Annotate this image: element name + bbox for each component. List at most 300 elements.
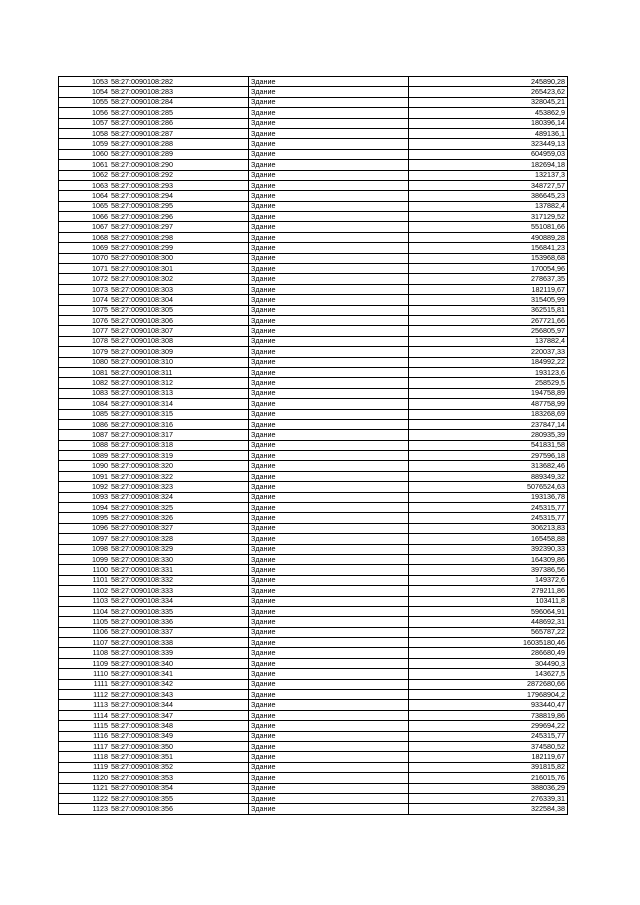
row-number-cell: 1089	[59, 451, 111, 461]
cadastral-number-cell: 58:27:0090108:323	[110, 482, 249, 492]
table-row	[59, 700, 568, 710]
object-type-cell: Здание	[249, 638, 409, 648]
table-row	[59, 565, 568, 575]
cadastral-number-cell: 58:27:0090108:337	[110, 627, 249, 637]
cadastral-number-cell: 58:27:0090108:322	[110, 471, 249, 481]
object-type-cell: Здание	[249, 523, 409, 533]
object-type-cell: Здание	[249, 762, 409, 772]
cadastral-number-cell: 58:27:0090108:342	[110, 679, 249, 689]
table-row	[59, 139, 568, 149]
object-type-cell: Здание	[249, 690, 409, 700]
table-row	[59, 648, 568, 658]
row-number-cell: 1058	[59, 128, 111, 138]
object-type-cell: Здание	[249, 710, 409, 720]
cadastral-value-cell: 448692,31	[409, 617, 568, 627]
table-row	[59, 347, 568, 357]
cadastral-number-cell: 58:27:0090108:351	[110, 752, 249, 762]
cadastral-number-cell: 58:27:0090108:319	[110, 451, 249, 461]
object-type-cell: Здание	[249, 180, 409, 190]
row-number-cell: 1086	[59, 419, 111, 429]
table-row	[59, 492, 568, 502]
table-row	[59, 399, 568, 409]
cadastral-number-cell: 58:27:0090108:310	[110, 357, 249, 367]
cadastral-number-cell: 58:27:0090108:341	[110, 669, 249, 679]
cadastral-value-cell: 182694,18	[409, 160, 568, 170]
cadastral-value-cell: 137882,4	[409, 201, 568, 211]
object-type-cell: Здание	[249, 627, 409, 637]
object-type-cell: Здание	[249, 347, 409, 357]
row-number-cell: 1109	[59, 658, 111, 668]
object-type-cell: Здание	[249, 679, 409, 689]
object-type-cell: Здание	[249, 700, 409, 710]
cadastral-number-cell: 58:27:0090108:356	[110, 804, 249, 814]
cadastral-value-cell: 16035180,46	[409, 638, 568, 648]
cadastral-number-cell: 58:27:0090108:328	[110, 534, 249, 544]
cadastral-value-cell: 245315,77	[409, 503, 568, 513]
row-number-cell: 1120	[59, 773, 111, 783]
row-number-cell: 1095	[59, 513, 111, 523]
row-number-cell: 1092	[59, 482, 111, 492]
cadastral-number-cell: 58:27:0090108:287	[110, 128, 249, 138]
cadastral-value-cell: 137882,4	[409, 336, 568, 346]
cadastral-value-cell: 565787,22	[409, 627, 568, 637]
table-row	[59, 742, 568, 752]
cadastral-value-cell: 265423,62	[409, 87, 568, 97]
row-number-cell: 1064	[59, 191, 111, 201]
cadastral-number-cell: 58:27:0090108:290	[110, 160, 249, 170]
row-number-cell: 1101	[59, 575, 111, 585]
table-row	[59, 295, 568, 305]
row-number-cell: 1077	[59, 326, 111, 336]
object-type-cell: Здание	[249, 97, 409, 107]
row-number-cell: 1066	[59, 212, 111, 222]
cadastral-number-cell: 58:27:0090108:305	[110, 305, 249, 315]
row-number-cell: 1068	[59, 232, 111, 242]
cadastral-number-cell: 58:27:0090108:335	[110, 606, 249, 616]
cadastral-value-cell: 132137,3	[409, 170, 568, 180]
table-row	[59, 160, 568, 170]
row-number-cell: 1093	[59, 492, 111, 502]
cadastral-number-cell: 58:27:0090108:284	[110, 97, 249, 107]
table-row	[59, 284, 568, 294]
cadastral-value-cell: 490889,28	[409, 232, 568, 242]
table-row	[59, 419, 568, 429]
table-row	[59, 773, 568, 783]
table-row	[59, 253, 568, 263]
table-row	[59, 87, 568, 97]
table-row	[59, 804, 568, 814]
table-row	[59, 731, 568, 741]
row-number-cell: 1072	[59, 274, 111, 284]
cadastral-number-cell: 58:27:0090108:355	[110, 793, 249, 803]
object-type-cell: Здание	[249, 513, 409, 523]
row-number-cell: 1078	[59, 336, 111, 346]
cadastral-number-cell: 58:27:0090108:329	[110, 544, 249, 554]
cadastral-number-cell: 58:27:0090108:316	[110, 419, 249, 429]
row-number-cell: 1097	[59, 534, 111, 544]
cadastral-value-cell: 170054,96	[409, 264, 568, 274]
cadastral-value-cell: 304490,3	[409, 658, 568, 668]
row-number-cell: 1104	[59, 606, 111, 616]
cadastral-number-cell: 58:27:0090108:286	[110, 118, 249, 128]
cadastral-value-cell: 267721,66	[409, 315, 568, 325]
object-type-cell: Здание	[249, 648, 409, 658]
table-row	[59, 149, 568, 159]
table-row	[59, 305, 568, 315]
object-type-cell: Здание	[249, 752, 409, 762]
row-number-cell: 1091	[59, 471, 111, 481]
cadastral-value-cell: 297596,18	[409, 451, 568, 461]
row-number-cell: 1102	[59, 586, 111, 596]
table-row	[59, 658, 568, 668]
cadastral-value-cell: 299694,22	[409, 721, 568, 731]
cadastral-value-cell: 194758,89	[409, 388, 568, 398]
cadastral-value-cell: 153968,68	[409, 253, 568, 263]
cadastral-value-cell: 2872680,66	[409, 679, 568, 689]
cadastral-value-cell: 180396,14	[409, 118, 568, 128]
row-number-cell: 1075	[59, 305, 111, 315]
object-type-cell: Здание	[249, 77, 409, 87]
object-type-cell: Здание	[249, 222, 409, 232]
object-type-cell: Здание	[249, 409, 409, 419]
cadastral-number-cell: 58:27:0090108:348	[110, 721, 249, 731]
object-type-cell: Здание	[249, 492, 409, 502]
table-row	[59, 440, 568, 450]
cadastral-number-cell: 58:27:0090108:315	[110, 409, 249, 419]
object-type-cell: Здание	[249, 139, 409, 149]
object-type-cell: Здание	[249, 118, 409, 128]
table-row	[59, 752, 568, 762]
table-body	[59, 77, 568, 815]
table-row	[59, 108, 568, 118]
cadastral-number-cell: 58:27:0090108:300	[110, 253, 249, 263]
row-number-cell: 1106	[59, 627, 111, 637]
object-type-cell: Здание	[249, 108, 409, 118]
table-row	[59, 690, 568, 700]
row-number-cell: 1108	[59, 648, 111, 658]
object-type-cell: Здание	[249, 783, 409, 793]
table-row	[59, 627, 568, 637]
object-type-cell: Здание	[249, 575, 409, 585]
table-row	[59, 409, 568, 419]
table-row	[59, 534, 568, 544]
row-number-cell: 1088	[59, 440, 111, 450]
table-row	[59, 357, 568, 367]
row-number-cell: 1062	[59, 170, 111, 180]
cadastral-number-cell: 58:27:0090108:350	[110, 742, 249, 752]
cadastral-number-cell: 58:27:0090108:294	[110, 191, 249, 201]
cadastral-value-cell: 245315,77	[409, 513, 568, 523]
table-row	[59, 710, 568, 720]
row-number-cell: 1060	[59, 149, 111, 159]
object-type-cell: Здание	[249, 367, 409, 377]
object-type-cell: Здание	[249, 658, 409, 668]
row-number-cell: 1079	[59, 347, 111, 357]
table-row	[59, 77, 568, 87]
cadastral-number-cell: 58:27:0090108:303	[110, 284, 249, 294]
cadastral-value-cell: 487758,99	[409, 399, 568, 409]
table-row	[59, 669, 568, 679]
object-type-cell: Здание	[249, 232, 409, 242]
cadastral-value-cell: 156841,23	[409, 243, 568, 253]
cadastral-value-cell: 386645,23	[409, 191, 568, 201]
object-type-cell: Здание	[249, 554, 409, 564]
cadastral-value-cell: 388036,29	[409, 783, 568, 793]
table-row	[59, 461, 568, 471]
cadastral-number-cell: 58:27:0090108:302	[110, 274, 249, 284]
table-row	[59, 367, 568, 377]
object-type-cell: Здание	[249, 742, 409, 752]
cadastral-number-cell: 58:27:0090108:354	[110, 783, 249, 793]
row-number-cell: 1115	[59, 721, 111, 731]
row-number-cell: 1098	[59, 544, 111, 554]
cadastral-number-cell: 58:27:0090108:334	[110, 596, 249, 606]
object-type-cell: Здание	[249, 534, 409, 544]
row-number-cell: 1113	[59, 700, 111, 710]
table-row	[59, 503, 568, 513]
cadastral-value-cell: 397386,56	[409, 565, 568, 575]
cadastral-value-cell: 143627,5	[409, 669, 568, 679]
cadastral-number-cell: 58:27:0090108:338	[110, 638, 249, 648]
cadastral-number-cell: 58:27:0090108:309	[110, 347, 249, 357]
cadastral-value-cell: 245890,28	[409, 77, 568, 87]
object-type-cell: Здание	[249, 471, 409, 481]
table-row	[59, 606, 568, 616]
row-number-cell: 1099	[59, 554, 111, 564]
table-row	[59, 554, 568, 564]
cadastral-number-cell: 58:27:0090108:292	[110, 170, 249, 180]
cadastral-value-cell: 322584,38	[409, 804, 568, 814]
cadastral-number-cell: 58:27:0090108:301	[110, 264, 249, 274]
object-type-cell: Здание	[249, 544, 409, 554]
object-type-cell: Здание	[249, 793, 409, 803]
cadastral-number-cell: 58:27:0090108:352	[110, 762, 249, 772]
object-type-cell: Здание	[249, 721, 409, 731]
cadastral-number-cell: 58:27:0090108:340	[110, 658, 249, 668]
object-type-cell: Здание	[249, 315, 409, 325]
object-type-cell: Здание	[249, 451, 409, 461]
object-type-cell: Здание	[249, 596, 409, 606]
row-number-cell: 1107	[59, 638, 111, 648]
row-number-cell: 1056	[59, 108, 111, 118]
cadastral-number-cell: 58:27:0090108:289	[110, 149, 249, 159]
cadastral-number-cell: 58:27:0090108:293	[110, 180, 249, 190]
table-row	[59, 430, 568, 440]
cadastral-number-cell: 58:27:0090108:326	[110, 513, 249, 523]
row-number-cell: 1069	[59, 243, 111, 253]
row-number-cell: 1116	[59, 731, 111, 741]
row-number-cell: 1070	[59, 253, 111, 263]
table-row	[59, 201, 568, 211]
row-number-cell: 1054	[59, 87, 111, 97]
table-row	[59, 388, 568, 398]
cadastral-value-cell: 182119,67	[409, 752, 568, 762]
cadastral-value-cell: 103411,8	[409, 596, 568, 606]
object-type-cell: Здание	[249, 253, 409, 263]
object-type-cell: Здание	[249, 160, 409, 170]
cadastral-number-cell: 58:27:0090108:344	[110, 700, 249, 710]
object-type-cell: Здание	[249, 482, 409, 492]
cadastral-value-cell: 541831,58	[409, 440, 568, 450]
table-row	[59, 617, 568, 627]
table-row	[59, 783, 568, 793]
row-number-cell: 1121	[59, 783, 111, 793]
object-type-cell: Здание	[249, 565, 409, 575]
row-number-cell: 1080	[59, 357, 111, 367]
object-type-cell: Здание	[249, 191, 409, 201]
object-type-cell: Здание	[249, 617, 409, 627]
cadastral-value-cell: 738819,86	[409, 710, 568, 720]
cadastral-value-cell: 306213,83	[409, 523, 568, 533]
cadastral-number-cell: 58:27:0090108:336	[110, 617, 249, 627]
table-row	[59, 513, 568, 523]
table-row	[59, 97, 568, 107]
cadastral-number-cell: 58:27:0090108:353	[110, 773, 249, 783]
cadastral-value-cell: 216015,76	[409, 773, 568, 783]
row-number-cell: 1053	[59, 77, 111, 87]
object-type-cell: Здание	[249, 357, 409, 367]
row-number-cell: 1118	[59, 752, 111, 762]
object-type-cell: Здание	[249, 378, 409, 388]
cadastral-value-cell: 193123,6	[409, 367, 568, 377]
row-number-cell: 1123	[59, 804, 111, 814]
object-type-cell: Здание	[249, 243, 409, 253]
cadastral-value-cell: 604959,03	[409, 149, 568, 159]
object-type-cell: Здание	[249, 305, 409, 315]
cadastral-number-cell: 58:27:0090108:308	[110, 336, 249, 346]
cadastral-value-cell: 220037,33	[409, 347, 568, 357]
cadastral-value-cell: 453862,9	[409, 108, 568, 118]
cadastral-value-cell: 315405,99	[409, 295, 568, 305]
object-type-cell: Здание	[249, 87, 409, 97]
cadastral-value-cell: 258529,5	[409, 378, 568, 388]
row-number-cell: 1061	[59, 160, 111, 170]
cadastral-value-cell: 317129,52	[409, 212, 568, 222]
cadastral-number-cell: 58:27:0090108:327	[110, 523, 249, 533]
object-type-cell: Здание	[249, 295, 409, 305]
table-row	[59, 336, 568, 346]
row-number-cell: 1112	[59, 690, 111, 700]
table-row	[59, 212, 568, 222]
cadastral-value-cell: 183268,69	[409, 409, 568, 419]
table-row	[59, 191, 568, 201]
row-number-cell: 1084	[59, 399, 111, 409]
cadastral-number-cell: 58:27:0090108:299	[110, 243, 249, 253]
object-type-cell: Здание	[249, 440, 409, 450]
cadastral-value-cell: 551081,66	[409, 222, 568, 232]
cadastral-number-cell: 58:27:0090108:324	[110, 492, 249, 502]
object-type-cell: Здание	[249, 461, 409, 471]
row-number-cell: 1055	[59, 97, 111, 107]
cadastral-value-cell: 323449,13	[409, 139, 568, 149]
object-type-cell: Здание	[249, 388, 409, 398]
cadastral-number-cell: 58:27:0090108:295	[110, 201, 249, 211]
table-row	[59, 222, 568, 232]
cadastral-value-cell: 182119,67	[409, 284, 568, 294]
cadastral-value-cell: 391815,82	[409, 762, 568, 772]
table-row	[59, 544, 568, 554]
row-number-cell: 1087	[59, 430, 111, 440]
cadastral-value-cell: 276339,31	[409, 793, 568, 803]
cadastral-number-cell: 58:27:0090108:317	[110, 430, 249, 440]
cadastral-number-cell: 58:27:0090108:312	[110, 378, 249, 388]
object-type-cell: Здание	[249, 128, 409, 138]
cadastral-number-cell: 58:27:0090108:349	[110, 731, 249, 741]
row-number-cell: 1057	[59, 118, 111, 128]
object-type-cell: Здание	[249, 669, 409, 679]
cadastral-number-cell: 58:27:0090108:306	[110, 315, 249, 325]
row-number-cell: 1059	[59, 139, 111, 149]
table-row	[59, 575, 568, 585]
row-number-cell: 1110	[59, 669, 111, 679]
table-row	[59, 721, 568, 731]
object-type-cell: Здание	[249, 503, 409, 513]
cadastral-number-cell: 58:27:0090108:325	[110, 503, 249, 513]
cadastral-number-cell: 58:27:0090108:283	[110, 87, 249, 97]
row-number-cell: 1094	[59, 503, 111, 513]
cadastral-value-cell: 348727,57	[409, 180, 568, 190]
cadastral-number-cell: 58:27:0090108:297	[110, 222, 249, 232]
table-row	[59, 315, 568, 325]
object-type-cell: Здание	[249, 274, 409, 284]
table-row	[59, 170, 568, 180]
row-number-cell: 1076	[59, 315, 111, 325]
cadastral-value-cell: 149372,6	[409, 575, 568, 585]
table-row	[59, 243, 568, 253]
cadastral-number-cell: 58:27:0090108:296	[110, 212, 249, 222]
cadastral-number-cell: 58:27:0090108:314	[110, 399, 249, 409]
cadastral-value-cell: 374580,52	[409, 742, 568, 752]
table-row	[59, 451, 568, 461]
cadastral-value-cell: 165458,88	[409, 534, 568, 544]
object-type-cell: Здание	[249, 606, 409, 616]
row-number-cell: 1071	[59, 264, 111, 274]
object-type-cell: Здание	[249, 336, 409, 346]
table-row	[59, 326, 568, 336]
cadastral-value-cell: 280935,39	[409, 430, 568, 440]
row-number-cell: 1103	[59, 596, 111, 606]
cadastral-value-cell: 933440,47	[409, 700, 568, 710]
document-page	[58, 76, 568, 815]
cadastral-number-cell: 58:27:0090108:333	[110, 586, 249, 596]
table-row	[59, 128, 568, 138]
row-number-cell: 1063	[59, 180, 111, 190]
cadastral-number-cell: 58:27:0090108:313	[110, 388, 249, 398]
table-row	[59, 596, 568, 606]
table-row	[59, 523, 568, 533]
row-number-cell: 1111	[59, 679, 111, 689]
cadastral-number-cell: 58:27:0090108:330	[110, 554, 249, 564]
object-type-cell: Здание	[249, 419, 409, 429]
row-number-cell: 1117	[59, 742, 111, 752]
object-type-cell: Здание	[249, 170, 409, 180]
cadastral-number-cell: 58:27:0090108:320	[110, 461, 249, 471]
table-row	[59, 264, 568, 274]
object-type-cell: Здание	[249, 149, 409, 159]
cadastral-value-cell: 256805,97	[409, 326, 568, 336]
cadastral-value-table	[58, 76, 568, 815]
table-row	[59, 679, 568, 689]
row-number-cell: 1105	[59, 617, 111, 627]
row-number-cell: 1114	[59, 710, 111, 720]
cadastral-value-cell: 328045,21	[409, 97, 568, 107]
object-type-cell: Здание	[249, 430, 409, 440]
table-row	[59, 793, 568, 803]
cadastral-value-cell: 164309,86	[409, 554, 568, 564]
cadastral-value-cell: 392390,33	[409, 544, 568, 554]
table-row	[59, 586, 568, 596]
table-row	[59, 638, 568, 648]
